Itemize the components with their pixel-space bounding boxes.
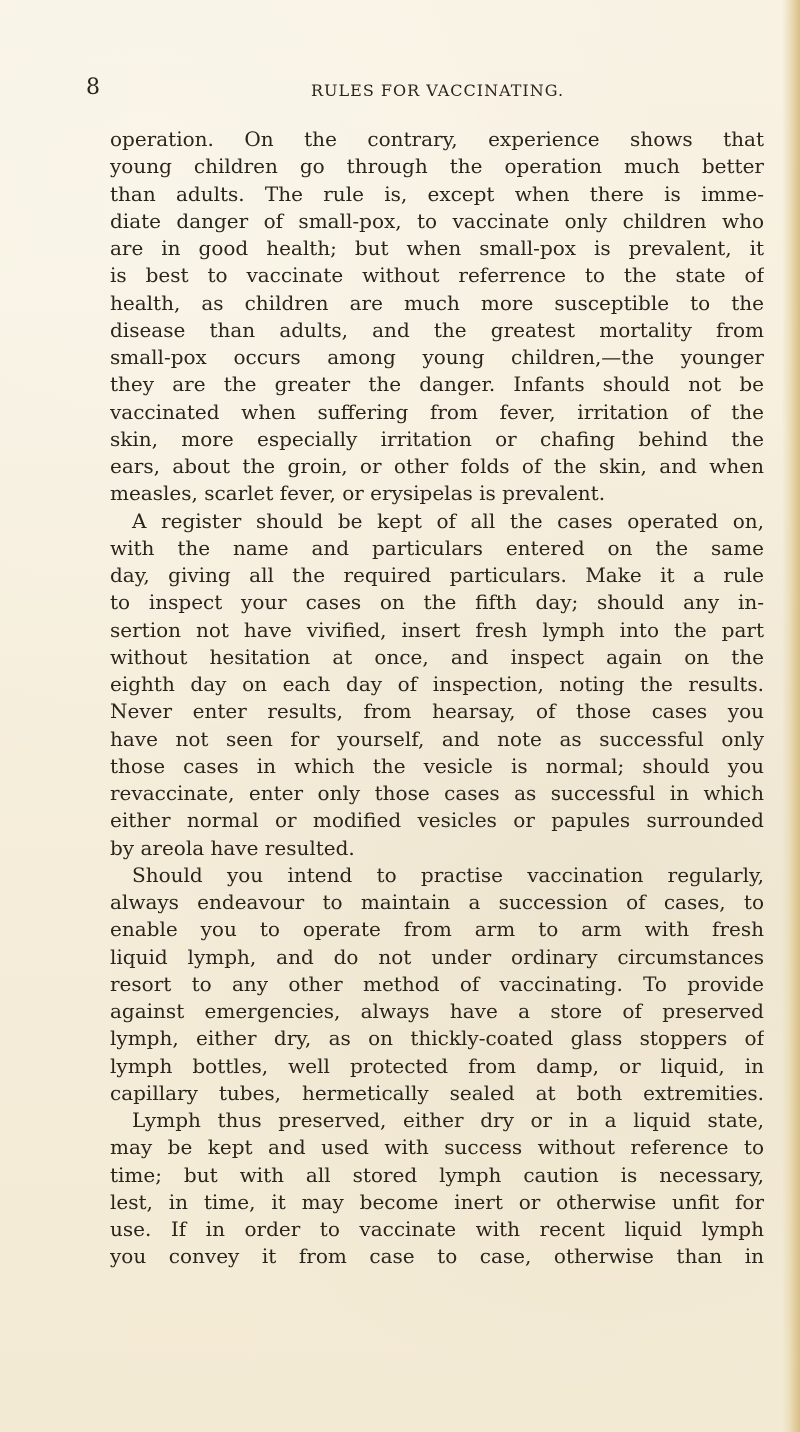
text-line-15: A register should be kept of all the cases operated on, — [132, 508, 764, 533]
text-line-36: capillary tubes, hermetically sealed at both extremities. — [110, 1080, 764, 1105]
text-line-40: lest, in time, it may become inert or otherwise unfit for — [110, 1189, 764, 1214]
text-line-13: ears, about the groin, or other folds of the skin, and when — [110, 454, 764, 478]
text-line-1: operation. On the contrary, experience shows that — [110, 127, 764, 151]
text-line-37: Lymph thus preserved, either dry or in a liquid state, — [132, 1108, 764, 1132]
text-line-12: skin, more especially irritation or chafing behind the — [110, 426, 764, 451]
text-line-27: by areola have resulted. — [110, 835, 355, 860]
text-line-23: have not seen for yourself, and note as successful only — [110, 726, 764, 751]
text-line-4: diate danger of small-pox, to vaccinate only children who — [110, 208, 764, 233]
text-line-28: Should you intend to practise vaccination regularly, — [132, 862, 764, 887]
text-line-5: are in good health; but when small-pox is prevalent, it — [110, 236, 764, 260]
text-line-11: vaccinated when suffering from fever, irritation of the — [110, 399, 764, 424]
text-line-17: day, giving all the required particulars. Make it a rule — [110, 563, 764, 587]
text-line-32: resort to any other method of vaccinating. To provide — [110, 971, 764, 996]
body-text — [110, 126, 764, 1271]
page-number: 8 — [86, 75, 101, 100]
text-line-9: small-pox occurs among young children,—the younger — [110, 345, 764, 369]
text-line-33: against emergencies, always have a store of preserved — [110, 999, 764, 1023]
text-line-16: with the name and particulars entered on the same — [110, 535, 764, 560]
text-line-6: is best to vaccinate without referrence to the state of — [110, 263, 764, 288]
text-line-24: those cases in which the vesicle is normal; should you — [110, 753, 764, 778]
page-header — [86, 77, 746, 105]
text-line-41: use. If in order to vaccinate with recent liquid lymph — [110, 1217, 764, 1241]
page-right-edge — [782, 0, 800, 1432]
text-line-34: lymph, either dry, as on thickly-coated glass stoppers of — [110, 1026, 764, 1051]
text-line-25: revaccinate, enter only those cases as successful in which — [110, 781, 764, 805]
text-line-3: than adults. The rule is, except when there is imme- — [110, 181, 764, 206]
text-line-21: eighth day on each day of inspection, noting the results. — [110, 672, 764, 696]
text-line-10: they are the greater the danger. Infants should not be — [110, 372, 764, 397]
text-line-22: Never enter results, from hearsay, of those cases you — [110, 699, 764, 724]
text-line-42: you convey it from case to case, otherwise than in — [110, 1244, 764, 1269]
text-line-38: may be kept and used with success without reference to — [110, 1135, 764, 1160]
text-line-14: measles, scarlet fever, or erysipelas is prevalent. — [110, 481, 606, 506]
text-line-2: young children go through the operation much better — [110, 154, 764, 179]
text-line-7: health, as children are much more susceptible to the — [110, 290, 764, 315]
text-line-18: to inspect your cases on the fifth day; should any in- — [110, 590, 764, 615]
text-line-29: always endeavour to maintain a succession of cases, to — [110, 890, 764, 914]
text-line-35: lymph bottles, well protected from damp, or liquid, in — [110, 1053, 764, 1078]
text-line-20: without hesitation at once, and inspect again on the — [110, 644, 764, 669]
text-line-19: sertion not have vivified, insert fresh lymph into the part — [110, 617, 764, 642]
text-line-30: enable you to operate from arm to arm with fresh — [110, 917, 764, 942]
running-head: RULES FOR VACCINATING. — [311, 81, 565, 100]
text-line-39: time; but with all stored lymph caution is necessary, — [110, 1162, 764, 1187]
text-line-8: disease than adults, and the greatest mortality from — [110, 317, 764, 342]
text-line-31: liquid lymph, and do not under ordinary circumstances — [110, 944, 764, 969]
text-line-26: either normal or modified vesicles or papules surrounded — [110, 808, 764, 833]
